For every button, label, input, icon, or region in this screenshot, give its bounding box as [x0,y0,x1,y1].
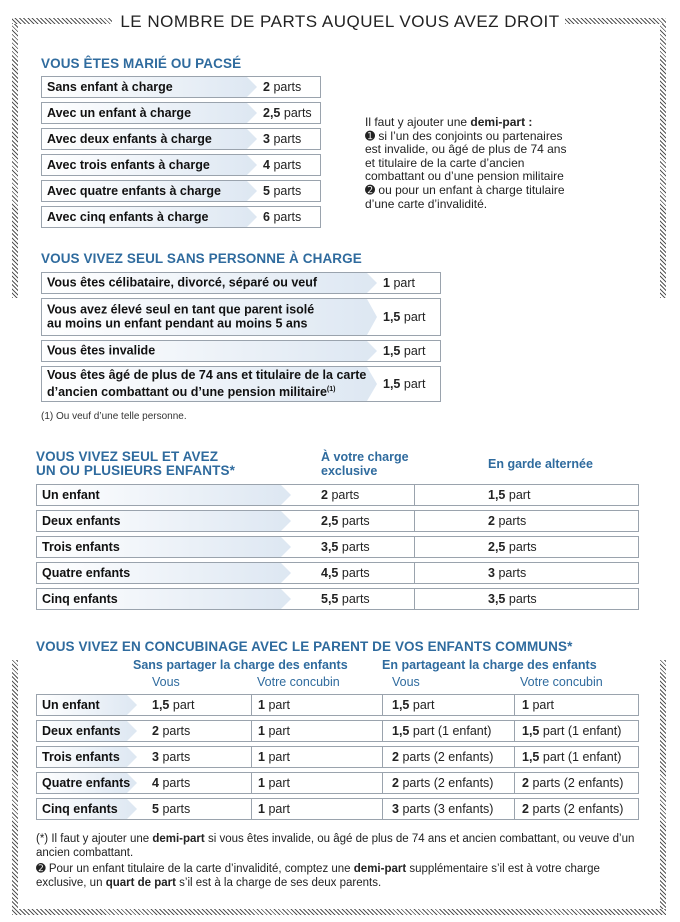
exclusive-value [321,592,370,606]
vous-partage-value-number: 2 [392,750,399,764]
concubin-sans-partage-value-unit: part [268,750,290,764]
row-label-line1: Vous êtes célibataire, divorcé, séparé ou veuf [47,275,318,290]
concubin-sans-partage-value-unit: part [268,698,290,712]
concubin-partage-value-number: 1,5 [522,724,540,738]
row-value-number: 1 [383,276,390,290]
vous-partage-value-unit: parts (2 enfants) [402,776,494,790]
demi-part-note [365,116,575,211]
concubin-sans-partage-value-unit: part [268,776,290,790]
row-label: Deux enfants [42,514,121,528]
row-value-unit: parts [273,80,302,94]
table-row [41,366,441,402]
exclusive-value-number: 3,5 [321,540,339,554]
row-value-number: 2 [263,80,270,94]
row-label-line1: Vous avez élevé seul en tant que parent isolé [47,302,315,317]
row-value-unit: parts [273,210,302,224]
column-divider [382,747,383,767]
table-row [41,340,441,362]
row-label: Cinq enfants [42,802,118,816]
table-row [41,76,321,98]
column-divider [251,799,252,819]
vous-partage-value-number: 1,5 [392,724,410,738]
row-value [263,132,301,146]
row-value [383,276,415,290]
vous-sans-partage-value-unit: parts [162,750,191,764]
row-label-line1: Vous êtes invalide [47,343,156,358]
exclusive-value-unit: parts [331,488,360,502]
row-value-number: 1,5 [383,344,401,358]
row-value-unit: part [403,310,426,324]
row-value [263,106,312,120]
concubin-partage-value-number: 1,5 [522,750,540,764]
exclusive-value-number: 2 [321,488,328,502]
column-divider [251,773,252,793]
table-row [36,772,639,794]
table-row [36,746,639,768]
concubin-sans-partage-value [258,724,290,738]
row-value-unit: part [403,344,426,358]
row-label: Quatre enfants [42,776,131,790]
vous-partage-value-number: 1,5 [392,698,410,712]
row-label: Avec trois enfants à charge [47,158,210,172]
row-label-line2: d’ancien combattant ou d’une pension militaire [47,384,327,399]
row-label: Avec quatre enfants à charge [47,184,221,198]
vous-sans-partage-value-unit: parts [162,776,191,790]
vous-partage-value-number: 3 [392,802,399,816]
footer-p2-d: quart de part [105,877,176,889]
table-row [36,720,639,742]
table-row [41,180,321,202]
row-label [47,304,314,331]
row-value [263,184,301,198]
garde-alternee-value-number: 3 [488,566,495,580]
garde-alternee-value-number: 1,5 [488,488,506,502]
concubin-sans-partage-value-number: 1 [258,750,265,764]
footer-note-1 [36,832,646,860]
footer-p2-e: s’il est à la charge de ses deux parents. [175,877,382,889]
row-value [383,377,425,391]
row-label: Un enfant [42,488,100,502]
row-value [263,80,301,94]
row-label: Trois enfants [42,750,120,764]
col-head-exclusive [321,450,409,478]
vous-sans-partage-value [152,724,190,738]
row-label: Un enfant [42,698,100,712]
left-border-top [12,18,18,298]
footer-p1-a: (*) Il faut y ajouter une [36,833,153,845]
row-label [47,369,366,399]
row-label: Quatre enfants [42,566,131,580]
vous-sans-partage-value-number: 5 [152,802,159,816]
row-value [263,158,301,172]
garde-alternee-value [488,566,526,580]
section3-title-line1: VOUS VIVEZ SEUL ET AVEZ [36,449,219,464]
vous-partage-value [392,802,493,816]
group-head-en-partageant: En partageant la charge des enfants [382,658,597,672]
row-label-line2: au moins un enfant pendant au moins 5 ans [47,316,308,330]
subhead-vous-2: Vous [392,675,420,689]
note-item1: si l’un des conjoints ou partenaires est invalide, ou âgé de plus de 74 ans et titulaire de la carte d’ancien combattant ou d’une pension militaire [365,128,567,184]
vous-sans-partage-value-number: 4 [152,776,159,790]
vous-sans-partage-value-number: 3 [152,750,159,764]
garde-alternee-value-unit: parts [508,592,537,606]
exclusive-value-unit: parts [341,540,370,554]
row-label: Avec un enfant à charge [47,106,192,120]
concubin-sans-partage-value-number: 1 [258,724,265,738]
exclusive-value-number: 4,5 [321,566,339,580]
footer-p1-c: si vous êtes invalide, ou âgé de plus de 74 ans et ancien combattant, ou veuve d’un ancien combattant. [36,833,635,859]
table-row [41,298,441,336]
garde-alternee-value [488,514,526,528]
garde-alternee-value-unit: parts [498,566,527,580]
column-divider [382,721,383,741]
subhead-vous-1: Vous [152,675,180,689]
col-head-garde-alternee: En garde alternée [488,457,593,471]
column-divider [414,485,415,505]
table-row [41,206,321,228]
concubin-partage-value-number: 2 [522,802,529,816]
table-row [36,798,639,820]
footer-note-2 [36,862,646,890]
table-row [41,102,321,124]
garde-alternee-value [488,540,537,554]
bullet-icon: ➊ [365,128,376,143]
vous-sans-partage-value [152,750,190,764]
row-value-unit: parts [273,158,302,172]
vous-sans-partage-value-unit: part [172,698,195,712]
column-divider [514,721,515,741]
row-value-number: 6 [263,210,270,224]
vous-partage-value [392,724,491,738]
vous-partage-value-unit: parts (3 enfants) [402,802,494,816]
vous-partage-value-unit: part [412,698,435,712]
column-divider [251,695,252,715]
note-intro-bold: demi-part : [470,115,533,129]
vous-sans-partage-value [152,802,190,816]
column-divider [251,721,252,741]
right-border-top [660,18,666,298]
concubin-sans-partage-value [258,802,290,816]
garde-alternee-value-number: 2 [488,514,495,528]
column-divider [382,799,383,819]
row-label [47,276,317,290]
table-row [36,484,639,506]
vous-partage-value [392,750,493,764]
exclusive-value [321,514,370,528]
table-row [36,510,639,532]
row-value-number: 5 [263,184,270,198]
subhead-concubin-2: Votre concubin [520,675,603,689]
note-intro: Il faut y ajouter une [365,115,471,129]
concubin-partage-value [522,776,623,790]
concubin-partage-value-number: 1 [522,698,529,712]
vous-sans-partage-value [152,776,190,790]
concubin-sans-partage-value-number: 1 [258,776,265,790]
concubin-sans-partage-value-number: 1 [258,802,265,816]
column-divider [382,773,383,793]
bottom-border [12,909,666,915]
vous-partage-value-unit: parts (2 enfants) [402,750,494,764]
exclusive-value-number: 5,5 [321,592,339,606]
section4-title: VOUS VIVEZ EN CONCUBINAGE AVEC LE PARENT DE VOS ENFANTS COMMUNS* [36,639,573,654]
table-row [41,128,321,150]
concubin-partage-value-unit: parts (2 enfants) [532,802,624,816]
table-row [41,272,441,294]
exclusive-value-unit: parts [341,514,370,528]
subhead-concubin-1: Votre concubin [257,675,340,689]
column-divider [414,511,415,531]
row-value-unit: parts [273,184,302,198]
concubin-partage-value [522,750,621,764]
row-label: Sans enfant à charge [47,80,173,94]
concubin-partage-value-unit: parts (2 enfants) [532,776,624,790]
concubin-sans-partage-value-unit: part [268,724,290,738]
section3-title [36,450,235,478]
row-value [383,310,425,324]
row-label: Avec cinq enfants à charge [47,210,209,224]
exclusive-value [321,540,370,554]
table-row [36,588,639,610]
column-divider [382,695,383,715]
vous-sans-partage-value [152,698,194,712]
left-border-bottom [12,660,18,915]
concubin-partage-value-unit: part [532,698,554,712]
row-label [47,344,155,358]
row-value-unit: part [403,377,426,391]
garde-alternee-value-unit: part [508,488,531,502]
vous-sans-partage-value-unit: parts [162,724,191,738]
garde-alternee-value-number: 2,5 [488,540,506,554]
table-row [36,562,639,584]
garde-alternee-value-unit: parts [508,540,537,554]
table-row [36,694,639,716]
row-value-number: 1,5 [383,310,401,324]
row-value [263,210,301,224]
garde-alternee-value-number: 3,5 [488,592,506,606]
row-value-number: 2,5 [263,106,281,120]
column-divider [514,695,515,715]
row-value-unit: parts [283,106,312,120]
row-value-number: 3 [263,132,270,146]
concubin-partage-value-number: 2 [522,776,529,790]
vous-sans-partage-value-number: 2 [152,724,159,738]
row-label-line1: Vous êtes âgé de plus de 74 ans et titulaire de la carte [47,367,367,382]
column-divider [514,773,515,793]
row-value-unit: parts [273,132,302,146]
note-item2: ou pour un enfant à charge titulaire d’une carte d’invalidité. [365,182,565,211]
col-head-exclusive-line2: exclusive [321,464,378,478]
exclusive-value [321,488,359,502]
concubin-partage-value-unit: part (1 enfant) [542,724,622,738]
footer-p2-a: Pour un enfant titulaire de la carte d’invalidité, comptez une [48,863,354,875]
footer-p2-b: demi-part [353,863,407,875]
row-label: Cinq enfants [42,592,118,606]
column-divider [514,799,515,819]
exclusive-value-number: 2,5 [321,514,339,528]
exclusive-value [321,566,370,580]
garde-alternee-value [488,488,530,502]
row-label: Avec deux enfants à charge [47,132,212,146]
vous-partage-value [392,698,434,712]
table-row [41,154,321,176]
concubin-sans-partage-value-number: 1 [258,698,265,712]
exclusive-value-unit: parts [341,592,370,606]
group-head-sans-partager: Sans partager la charge des enfants [133,658,348,672]
concubin-partage-value [522,724,621,738]
vous-partage-value-unit: part (1 enfant) [412,724,492,738]
section1-title: VOUS ÊTES MARIÉ OU PACSÉ [41,56,242,71]
footer-p1-b: demi-part [152,833,205,845]
column-divider [414,563,415,583]
page-title: LE NOMBRE DE PARTS AUQUEL VOUS AVEZ DROIT [120,12,560,31]
table-row [36,536,639,558]
vous-sans-partage-value-number: 1,5 [152,698,170,712]
column-divider [251,747,252,767]
garde-alternee-value [488,592,537,606]
row-value-unit: part [393,276,415,290]
footer-p2-c: supplémentaire s’il est à votre charge exclusive, un [36,863,600,889]
concubin-sans-partage-value [258,750,290,764]
column-divider [514,747,515,767]
concubin-partage-value [522,698,554,712]
row-label: Trois enfants [42,540,120,554]
column-divider [414,537,415,557]
row-value-number: 1,5 [383,377,401,391]
concubin-sans-partage-value [258,698,290,712]
concubin-partage-value [522,802,623,816]
exclusive-value-unit: parts [341,566,370,580]
garde-alternee-value-unit: parts [498,514,527,528]
concubin-sans-partage-value [258,776,290,790]
col-head-exclusive-line1: À votre charge [321,450,409,464]
row-value [383,344,425,358]
bullet-icon: ➋ [365,182,376,197]
concubin-partage-value-unit: part (1 enfant) [542,750,622,764]
bullet-icon: ➋ [36,863,46,875]
section3-title-line2: UN OU PLUSIEURS ENFANTS* [36,463,235,478]
column-divider [414,589,415,609]
vous-partage-value-number: 2 [392,776,399,790]
footnote-ref: (1) [326,385,336,393]
vous-partage-value [392,776,493,790]
concubin-sans-partage-value-unit: part [268,802,290,816]
section2-title: VOUS VIVEZ SEUL SANS PERSONNE À CHARGE [41,251,362,266]
section2-footnote: (1) Ou veuf d’une telle personne. [41,411,187,422]
right-border-bottom [660,660,666,915]
row-value-number: 4 [263,158,270,172]
vous-sans-partage-value-unit: parts [162,802,191,816]
row-label: Deux enfants [42,724,121,738]
